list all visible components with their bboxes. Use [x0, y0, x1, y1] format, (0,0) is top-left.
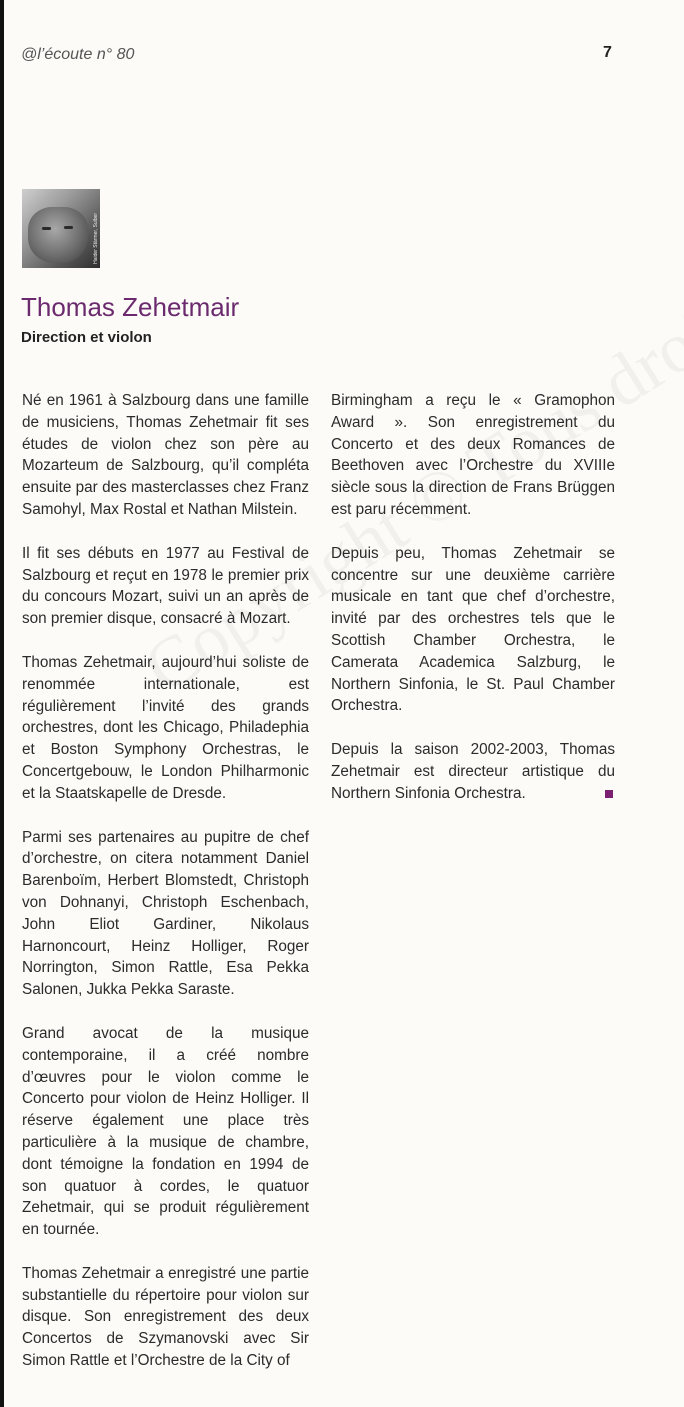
paragraph-text: Depuis la saison 2002-2003, Thomas Zehetmair est directeur artistique du Northern Sinfonia Orchestra. [331, 741, 615, 802]
portrait-face [28, 207, 88, 263]
paragraph: Il fit ses débuts en 1977 au Festival de Salzbourg et reçut en 1978 le premier prix du concours Mozart, suivi un an après de son premier disque, consacré à Mozart. [22, 544, 309, 628]
paragraph: Grand avocat de la musique contemporaine, il a créé nombre d’œuvres pour le violon comme le Concerto pour violon de Heinz Holliger. Il réserve également une place très particulière à la musique de chambre, dont témoigne la fondation en 1994 de son quatuor à cordes, le quatuor Zehetmair, qui se produit régulièrement en tournée. [22, 1024, 309, 1239]
right-column [331, 390, 615, 827]
paragraph: Birmingham a reçu le « Gramophon Award ». Son enregistrement du Concerto et des deux Romances de Beethoven avec l’Orchestre du XVIIIe siècle sous la direction de Frans Brüggen est paru récemment. [331, 392, 615, 518]
portrait-eye-right [64, 226, 73, 229]
left-column [22, 390, 309, 1394]
paragraph: Depuis peu, Thomas Zehetmair se concentre sur une deuxième carrière musicale en tant que chef d’orchestre, invité par des orchestres tels que le Scottish Chamber Orchestra, le Camerata Academica Salzburg, le Northern Sinfonia, le St. Paul Chamber Orchestra. [331, 544, 615, 715]
running-head: @l’écoute n° 80 [21, 46, 135, 63]
paragraph: Thomas Zehetmair, aujourd’hui soliste de renommée internationale, est régulièrement l’invité des grands orchestres, dont les Chicago, Philadephia et Boston Symphony Orchestras, le Concertgebouw, le London Philharmonic et la Staatskapelle de Dresde. [22, 653, 309, 802]
article-title: Thomas Zehetmair [21, 292, 240, 322]
paragraph: Thomas Zehetmair a enregistré une partie substantielle du répertoire pour violon sur disque. Son enregistrement des deux Concertos de Szymanovski avec Sir Simon Rattle et l’Orchestre de la City of [22, 1264, 309, 1370]
paragraph: Parmi ses partenaires au pupitre de chef d’orchestre, on citera notamment Daniel Barenboïm, Herbert Blomstedt, Christoph von Dohnanyi, Christoph Eschenbach, John Eliot Gardiner, Nikolaus Harnoncourt, Heinz Holliger, Roger Norrington, Simon Rattle, Esa Pekka Salonen, Jukka Pekka Saraste. [22, 828, 309, 999]
article-subtitle: Direction et violon [21, 329, 152, 346]
end-mark-icon [605, 790, 613, 798]
photo-credit: Haider Stärmer, Sulber [93, 213, 99, 264]
paragraph-final [331, 739, 615, 804]
page-number: 7 [603, 44, 612, 61]
paragraph: Né en 1961 à Salzbourg dans une famille de musiciens, Thomas Zehetmair fit ses études de violon chez son père au Mozarteum de Salzbourg, qu’il compléta ensuite par des masterclasses chez Franz Samohyl, Max Rostal et Nathan Milstein. [22, 392, 309, 518]
portrait-eye-left [42, 227, 51, 230]
scan-edge [0, 0, 4, 1407]
portrait-photo [22, 189, 100, 268]
